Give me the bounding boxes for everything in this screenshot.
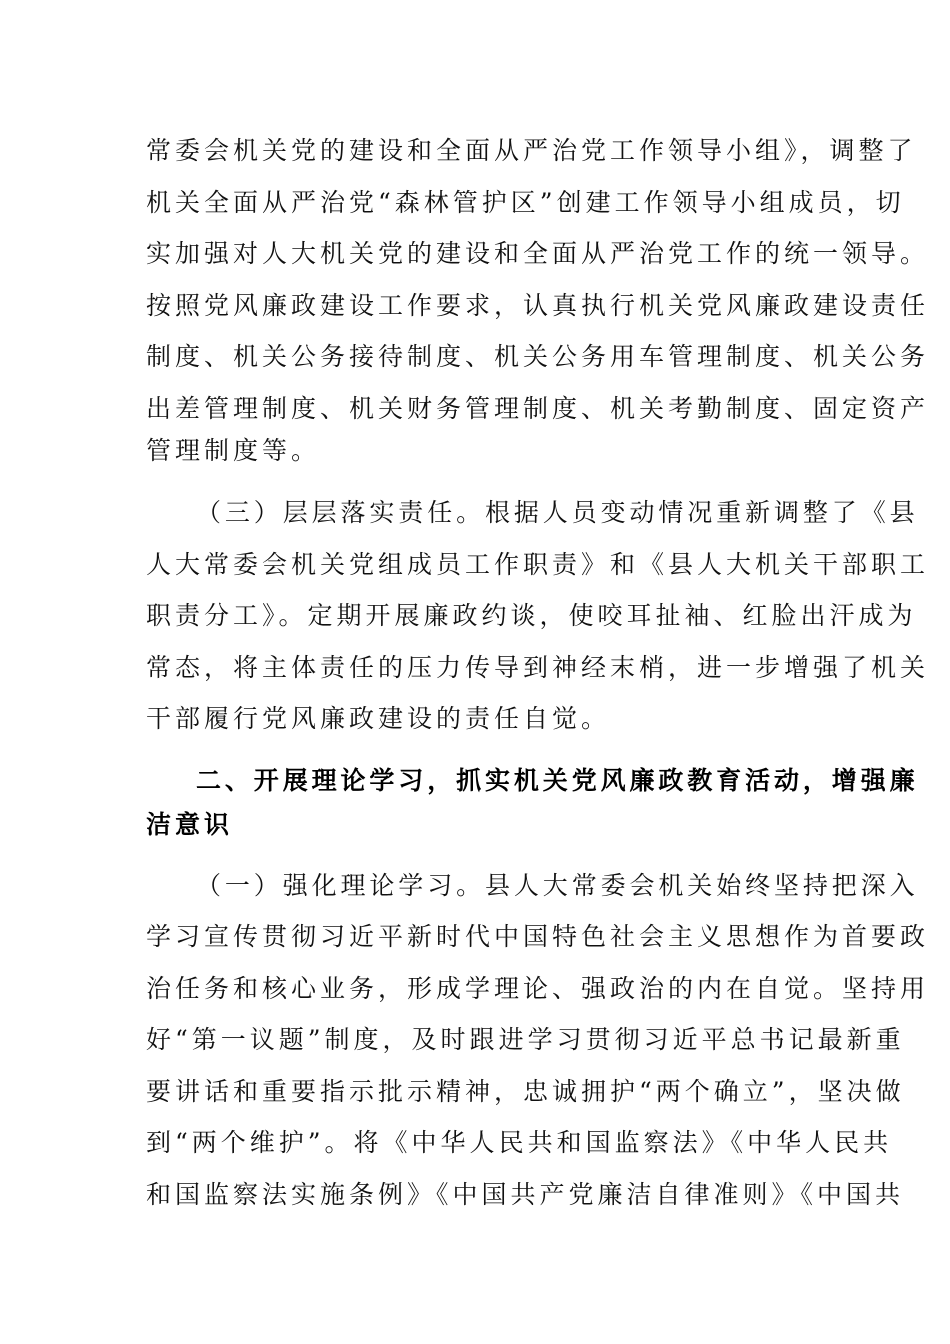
text-line: 要讲话和重要指示批示精神，忠诚拥护“两个确立”，坚决做 — [146, 1077, 905, 1106]
text-line: 实加强对人大机关党的建设和全面从严治党工作的统一领导。 — [146, 239, 930, 268]
text-line: 按照党风廉政建设工作要求，认真执行机关党风廉政建设责任 — [146, 291, 930, 320]
text-line: 治任务和核心业务，形成学理论、强政治的内在自觉。坚持用 — [146, 974, 930, 1003]
text-line: 好“第一议题”制度，及时跟进学习贯彻习近平总书记最新重 — [146, 1025, 905, 1054]
text-line: 人大常委会机关党组成员工作职责》和《县人大机关干部职工 — [146, 550, 930, 579]
text-line: 和国监察法实施条例》《中国共产党廉洁自律准则》《中国共 — [146, 1180, 905, 1209]
text-line: 机关全面从严治党“森林管护区”创建工作领导小组成员，切 — [146, 188, 905, 217]
section-heading: 二、开展理论学习，抓实机关党风廉政教育活动，增强廉 — [196, 766, 919, 795]
text-line: 学习宣传贯彻习近平新时代中国特色社会主义思想作为首要政 — [146, 922, 930, 951]
text-line: 职责分工》。定期开展廉政约谈，使咬耳扯袖、红脸出汗成为 — [146, 601, 917, 630]
text-line: 管理制度等。 — [146, 436, 321, 465]
text-line: 常委会机关党的建设和全面从严治党工作领导小组》，调整了 — [146, 136, 917, 165]
text-line: 到“两个维护”。将《中华人民共和国监察法》《中华人民共 — [146, 1128, 893, 1157]
text-line: 制度、机关公务接待制度、机关公务用车管理制度、机关公务 — [146, 342, 930, 371]
text-line: 干部履行党风廉政建设的责任自觉。 — [146, 704, 611, 733]
text-line: （一）强化理论学习。县人大常委会机关始终坚持把深入 — [196, 871, 919, 900]
text-line: 出差管理制度、机关财务管理制度、机关考勤制度、固定资产 — [146, 394, 930, 423]
section-heading: 洁意识 — [146, 810, 234, 839]
text-line: 常态，将主体责任的压力传导到神经末梢，进一步增强了机关 — [146, 653, 930, 682]
text-line: （三）层层落实责任。根据人员变动情况重新调整了《县 — [196, 498, 919, 527]
